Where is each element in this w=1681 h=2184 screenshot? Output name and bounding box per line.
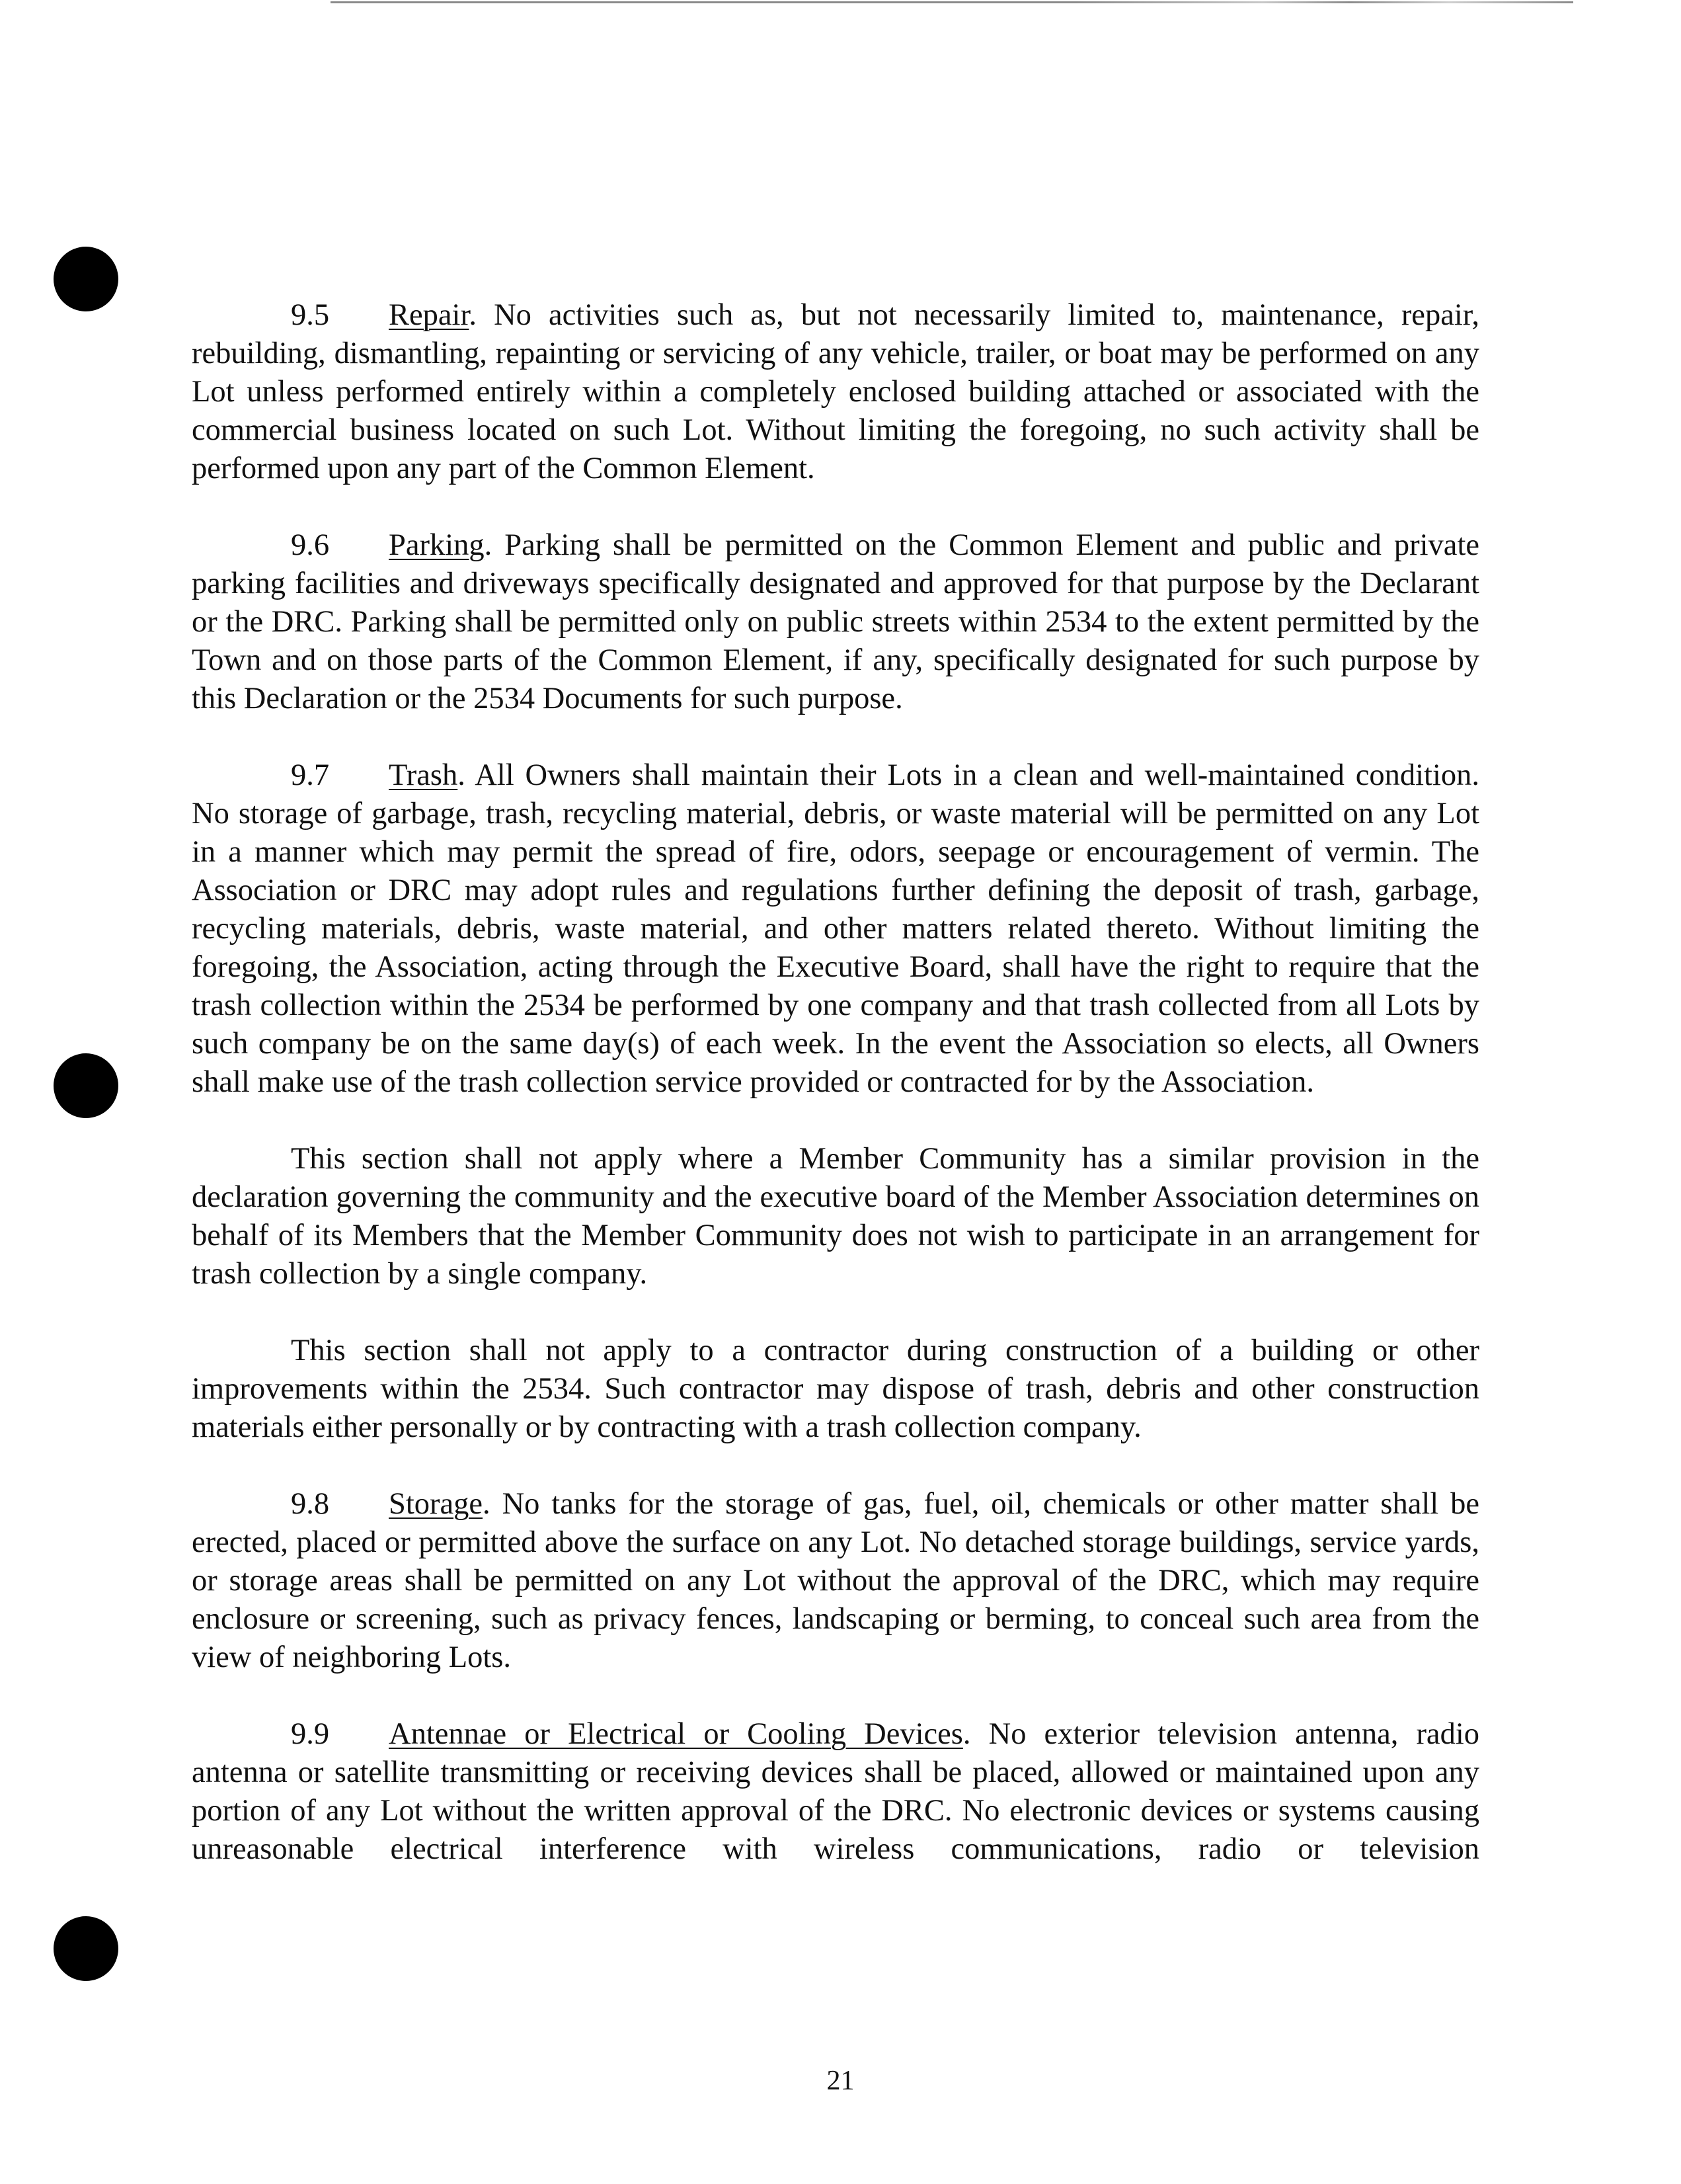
section-text: . No tanks for the storage of gas, fuel, oil, chemicals or other matter shall be erected, placed or permitted above the surface on any Lot. No detached storage buildings, service yards, or storage areas shall be permitted on any Lot without the approval of the DRC, which may require enclosure or screening, such as privacy fences, landscaping or berming, to conceal such area from the view of neighboring Lots. xyxy=(192,1487,1479,1674)
section-text: . No exterior television antenna, radio antenna or satellite transmitting or receiving devices shall be placed, allowed or maintained upon any portion of any Lot without the written approval of the DRC. No electronic devices or systems causing unreasonable electrical interference with wireless communications, radio or television xyxy=(192,1717,1479,1866)
punch-hole xyxy=(54,247,118,311)
section-9-8 xyxy=(192,1485,1479,1677)
section-text: . All Owners shall maintain their Lots in a clean and well-maintained condition. No storage of garbage, trash, recycling material, debris, or waste material will be permitted on any Lot in a manner which may permit the spread of fire, odors, seepage or encouragement of vermin. The Association or DRC may adopt rules and regulations further defining the deposit of trash, garbage, recycling materials, debris, waste material, and other matters related thereto. Without limiting the foregoing, the Association, acting through the Executive Board, shall have the right to require that the trash collection within the 2534 be performed by one company and that trash collected from all Lots by such company be on the same day(s) of each week. In the event the Association so elects, all Owners shall make use of the trash collection service provided or contracted for by the Association. xyxy=(192,758,1479,1099)
paragraph-text: This section shall not apply to a contractor during construction of a building or other improvements within the 2534. Such contractor may dispose of trash, debris and other construction materials either personally or by contracting with a trash collection company. xyxy=(192,1334,1479,1444)
trash-exception-member-community xyxy=(192,1140,1479,1293)
section-text: . No activities such as, but not necessarily limited to, maintenance, repair, rebuilding, dismantling, repainting or servicing of any vehicle, trailer, or boat may be performed on any Lot unless performed entirely within a completely enclosed building attached or associated with the commercial business located on such Lot. Without limiting the foregoing, no such activity shall be performed upon any part of the Common Element. xyxy=(192,298,1479,485)
section-9-6 xyxy=(192,526,1479,718)
section-title: Antennae or Electrical or Cooling Devices xyxy=(389,1717,963,1751)
page-number: 21 xyxy=(826,2066,855,2096)
section-title: Repair xyxy=(389,298,469,332)
section-title: Trash xyxy=(389,758,458,792)
section-number: 9.5 xyxy=(291,298,330,332)
section-title: Storage xyxy=(389,1487,483,1521)
section-number: 9.9 xyxy=(291,1717,330,1751)
paragraph-text: This section shall not apply where a Member Community has a similar provision in the declaration governing the community and the executive board of the Member Association determines on behalf of its Members that the Member Community does not wish to participate in an arrangement for trash collection by a single company. xyxy=(192,1142,1479,1291)
trash-exception-contractor xyxy=(192,1332,1479,1447)
section-9-7 xyxy=(192,756,1479,1102)
punch-hole xyxy=(54,1053,118,1118)
punch-hole xyxy=(54,1916,118,1981)
section-number: 9.6 xyxy=(291,528,330,562)
section-number: 9.8 xyxy=(291,1487,330,1521)
section-text: . Parking shall be permitted on the Common Element and public and private parking facilities and driveways specifically designated and approved for that purpose by the Declarant or the DRC. Parking shall be permitted only on public streets within 2534 to the extent permitted by the Town and on those parts of the Common Element, if any, specifically designated for such purpose by this Declaration or the 2534 Documents for such purpose. xyxy=(192,528,1479,715)
section-9-5 xyxy=(192,296,1479,488)
document-body xyxy=(192,296,1479,1869)
scan-edge-line xyxy=(331,1,1573,3)
section-title: Parking xyxy=(389,528,485,562)
section-number: 9.7 xyxy=(291,758,330,792)
section-9-9 xyxy=(192,1715,1479,1869)
